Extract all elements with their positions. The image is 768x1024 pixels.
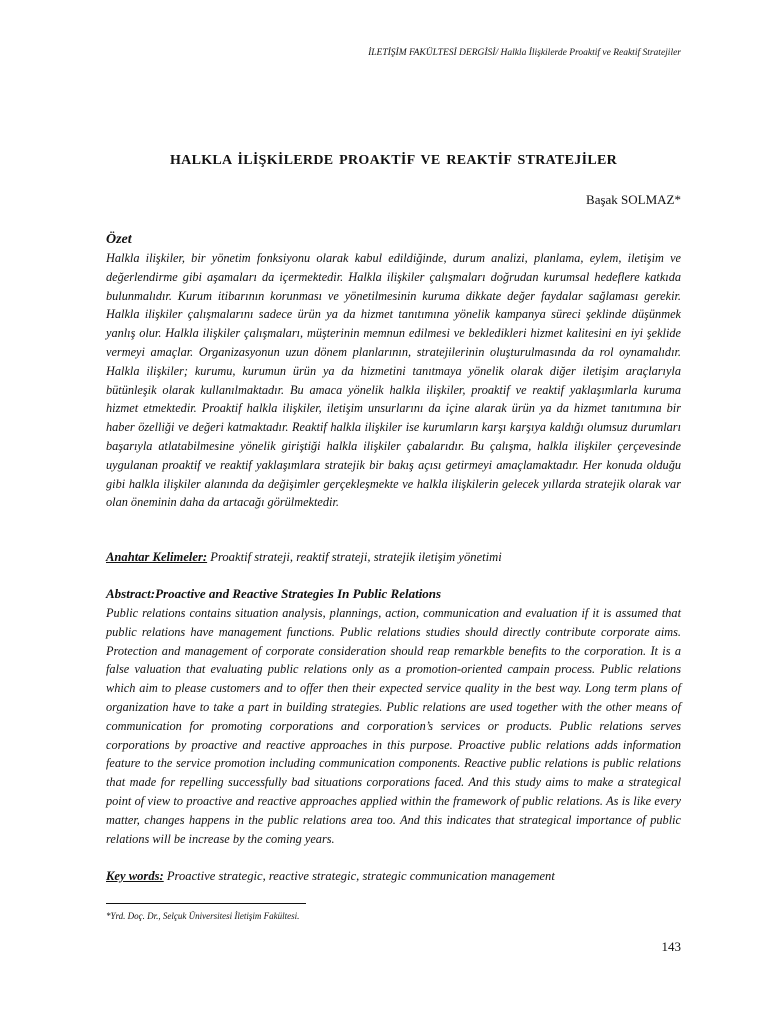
- keywords-tr-label: Anahtar Kelimeler:: [106, 550, 208, 564]
- page-number: 143: [661, 939, 681, 954]
- ozet-paragraph: Halkla ilişkiler, bir yönetim fonksiyonu olarak kabul edildiğinde, durum analizi, planlama, eylem, iletişim ve değerlendirme gibi aşamaları da içermektedir. Halkla ilişkiler çalışmaları doğrudan kurumsal hedeflere katkıda bulunmalıdır. Kurum itibarının korunması ve yönetilmesinin kuruma dikkate değer faydalar sağlaması gerekir. Halkla ilişkiler çalışmalarını sadece ürün ya da hizmet tanıtımına yönelik kampanya süreci şeklinde düşünmek yanlış olur. Halkla ilişkiler çalışmaları, müşterinin memnun edilmesi ve bekledikleri hizmet kalitesini en iyi şeklide vermeyi amaçlar. Organizasyonun uzun dönem planlarının, stratejilerinin oluşturulmasında da rol oynamalıdır. Halkla ilişkiler; kurumu, kurumun ürün ya da hizmetini tanıtmaya yönelik olarak diğer iletişim araçlarıyla bütünleşik olarak kullanılmaktadır. Bu amaca yönelik halkla ilişkiler, proaktif ve reaktif yaklaşımlarla kuruma hizmet etmektedir. Proaktif halkla ilişkiler, iletişim unsurlarını da içine alarak ürün ya da hizmet tanıtımına bir haber özelliği ve değeri katmaktadır. Reaktif halkla ilişkiler ise kurumların karşı karşıya kaldığı olumsuz durumları başarıyla atlatabilmesine yönelik giriştiği halkla ilişkiler çabalarıdır. Bu çalışma, halkla ilişkiler çerçevesinde uygulanan proaktif ve reaktif yaklaşımlara stratejik bir bakış açısı getirmeyi amaçlamaktadır. Her konuda olduğu gibi halkla ilişkiler alanında da değişimler gerçekleşmekte ve halkla ilişkilerin gelecek yıllarda stratejik olarak var olan öneminin daha da artacağı görülmektedir.: [106, 251, 681, 510]
- footnote-divider: [106, 903, 306, 904]
- abstract-paragraph: Public relations contains situation analysis, plannings, action, communication and evaluation if it is assumed that public relations have management functions. Public relations studies should directly contribute corporate aims. Protection and management of corporate consideration should reap remarkble benefits to the corporation. It is a false valuation that evaluating public relations only as a promotion-oriented campain process. Public relations which aim to please customers and to offer then their expected service quality in the best way. Long term plans of organization have to take a part in building strategies. Public relations are used together with the other means of communication for promoting corporations and corporation’s services or products. Public relations serves corporations by proactive and reactive approaches in this purpose. Proactive public relations adds information feature to the service promotion including communication components. Reactive public relations is public relations that made for repelling successfully bad situations corporations faced. And this study aims to make a strategical point of view to proactive and reactive approaches applied within the framework of public relations. As is like every matter, changes happens in the public relations area too. And this indicates that strategical importance of public relations will be increase by the coming years.: [106, 606, 681, 846]
- abstract-heading: Abstract:Proactive and Reactive Strategies In Public Relations: [106, 586, 442, 601]
- keywords-en-label: Key words:: [106, 869, 164, 883]
- keywords-tr: [106, 548, 681, 566]
- keywords-en-text: Proactive strategic, reactive strategic, strategic communication management: [163, 869, 555, 883]
- article-title: HALKLA İLİŞKİLERDE PROAKTİF VE REAKTİF STRATEJİLER: [169, 153, 618, 168]
- keywords-en: [106, 867, 681, 885]
- keywords-tr-text: Proaktif strateji, reaktif strateji, stratejik iletişim yönetimi: [207, 550, 502, 564]
- running-header: İLETİŞİM FAKÜLTESİ DERGİSİ/ Halkla İlişkilerde Proaktif ve Reaktif Stratejiler: [368, 48, 681, 58]
- author-name: Başak SOLMAZ*: [586, 192, 681, 207]
- ozet-heading: Özet: [106, 232, 132, 247]
- footnote: *Yrd. Doç. Dr., Selçuk Üniversitesi İletişim Fakültesi.: [106, 911, 300, 921]
